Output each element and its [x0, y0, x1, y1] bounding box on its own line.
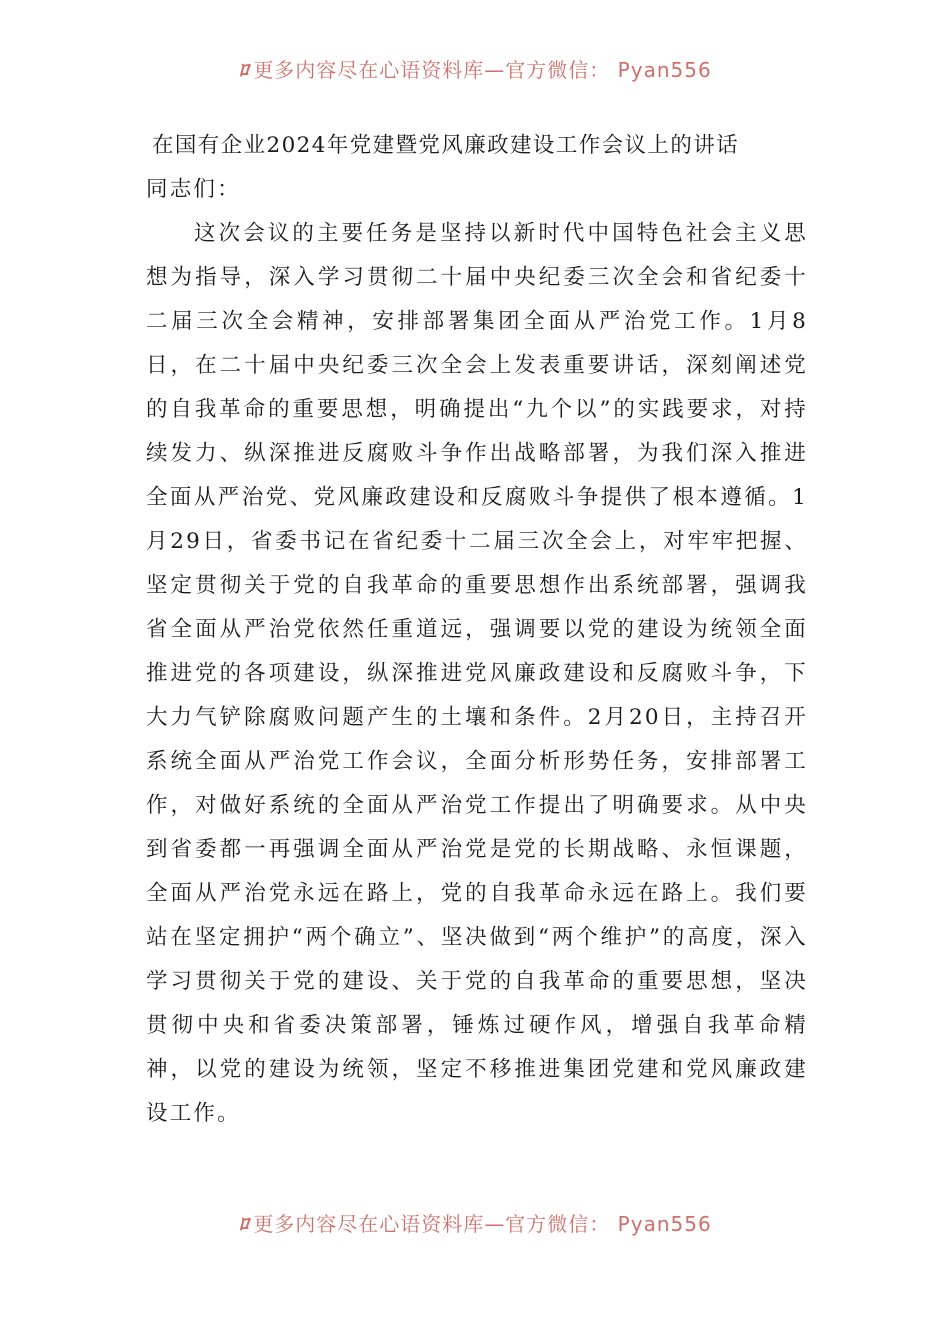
header-watermark [0, 54, 950, 82]
watermark-text: 更多内容尽在心语资料库—官方微信： Pyan556 [253, 58, 712, 82]
body-paragraph: 这次会议的主要任务是坚持以新时代中国特色社会主义思想为指导，深入学习贯彻二十届中央纪委三次全会和省纪委十二届三次全会精神，安排部署集团全面从严治党工作。1月8日，在二十届中央纪委三次全会上发表重要讲话，深刻阐述党的自我革命的重要思想，明确提出“九个以”的实践要求，对持续发力、纵深推进反腐败斗争作出战略部署，为我们深入推进全面从严治党、党风廉政建设和反腐败斗争提供了根本遵循。1月29日，省委书记在省纪委十二届三次全会上，对牢牢把握、坚定贯彻关于党的自我革命的重要思想作出系统部署，强调我省全面从严治党依然任重道远，强调要以党的建设为统领全面推进党的各项建设，纵深推进党风廉政建设和反腐败斗争，下大力气铲除腐败问题产生的土壤和条件。2月20日，主持召开系统全面从严治党工作会议，全面分析形势任务，安排部署工作，对做好系统的全面从严治党工作提出了明确要求。从中央到省委都一再强调全面从严治党是党的长期战略、永恒课题，全面从严治党永远在路上，党的自我革命永远在路上。我们要站在坚定拥护“两个确立”、坚决做到“两个维护”的高度，深入学习贯彻关于党的建设、关于党的自我革命的重要思想，坚决贯彻中央和省委决策部署，锤炼过硬作风，增强自我革命精神，以党的建设为统领，坚定不移推进集团党建和党风廉政建设工作。 [146, 221, 808, 1126]
document-body [146, 124, 808, 1136]
watermark-logo-icon: ﾛ [238, 1212, 250, 1236]
watermark-logo-icon: ﾛ [238, 58, 250, 82]
watermark-text: 更多内容尽在心语资料库—官方微信： Pyan556 [253, 1212, 712, 1236]
greeting: 同志们： [146, 177, 241, 202]
document-title: 在国有企业2024年党建暨党风廉政建设工作会议上的讲话 [152, 133, 740, 158]
footer-watermark [0, 1208, 950, 1236]
